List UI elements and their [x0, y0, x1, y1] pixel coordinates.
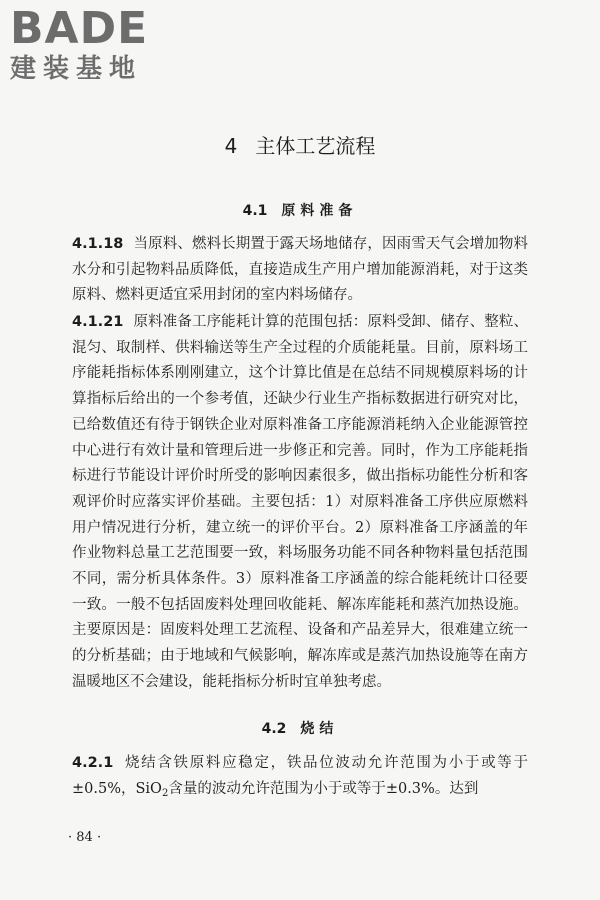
chapter-number: 4	[224, 134, 238, 158]
section-number: 4.2	[261, 721, 287, 737]
clause-number: 4.1.18	[72, 236, 124, 252]
clause-text: 烧结含铁原料应稳定，铁品位波动允许范围为小于或等于±0.5%，SiO	[72, 755, 528, 797]
chemical-subscript: 2	[161, 787, 169, 799]
chapter-title	[0, 132, 600, 160]
publisher-logo	[10, 3, 185, 84]
clause-text: 含量的波动允许范围为小于或等于±0.3%。达到	[168, 780, 479, 797]
section-heading	[0, 718, 600, 740]
clause-text: 当原料、燃料长期置于露天场地储存，因雨雪天气会增加物料水分和引起物料品质降低，直接造成生产用户增加能源消耗，对于这类原料、燃料更适宜采用封闭的室内料场储存。	[72, 236, 528, 304]
section-title-text: 烧结	[300, 721, 339, 737]
chapter-title-text: 主体工艺流程	[255, 134, 376, 158]
page-number: · 84 ·	[68, 830, 102, 845]
logo-subtitle: 建装基地	[10, 54, 143, 84]
section-heading	[0, 200, 600, 222]
logo-brand: BADE	[10, 3, 149, 54]
clause-paragraph	[72, 310, 528, 696]
section-number: 4.1	[242, 203, 268, 219]
clause-paragraph	[72, 232, 528, 309]
clause-number: 4.2.1	[72, 755, 114, 771]
clause-paragraph	[72, 751, 528, 806]
clause-text: 原料准备工序能耗计算的范围包括：原料受卸、储存、整粒、混匀、取制样、供料输送等生产全过程的介质能耗量。目前，原料场工序能耗指标体系刚刚建立，这个计算比值是在总结不同规模原料场的计算指标后给出的一个参考值，还缺少行业生产指标数据进行研究对比，已给数值还有待于钢铁企业对原料准备工序能源消耗纳入企业能源管控中心进行有效计量和管理后进一步修正和完善。同时，作为工序能耗指标进行节能设计评价时所受的影响因素很多，做出指标功能性分析和客观评价时应落实评价基础。主要包括：1）对原料准备工序供应原燃料用户情况进行分析，建立统一的评价平台。2）原料准备工序涵盖的年作业物料总量工艺范围要一致，料场服务功能不同各种物料量包括范围不同，需分析具体条件。3）原料准备工序涵盖的综合能耗统计口径要一致。一般不包括固废料处理回收能耗、解冻库能耗和蒸汽加热设施。主要原因是：固废料处理工艺流程、设备和产品差异大，很难建立统一的分析基础；由于地域和气候影响，解冻库或是蒸汽加热设施等在南方温暖地区不会建设，能耗指标分析时宜单独考虑。	[72, 314, 528, 690]
clause-number: 4.1.21	[72, 314, 124, 330]
section-title-text: 原料准备	[281, 203, 358, 219]
